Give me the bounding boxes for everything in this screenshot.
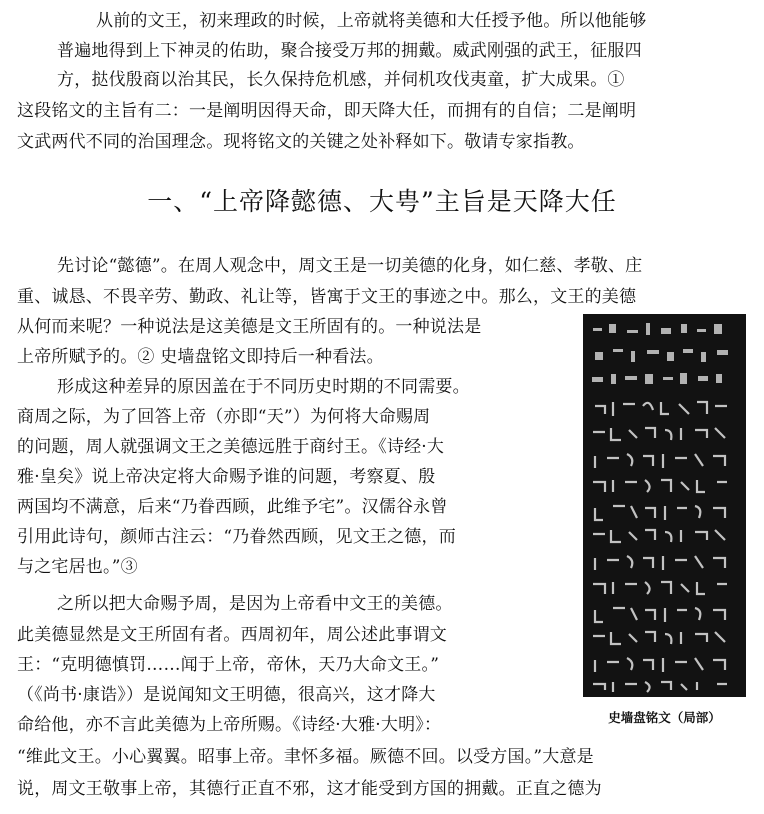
- section-heading: 一、“上帝降懿德、大甹”主旨是天降大任: [147, 187, 617, 216]
- text-line: 两国均不满意，后来“乃眷西顾，此维予宅”。汉儒谷永曾: [17, 497, 448, 517]
- text-line: 引用此诗句，颜师古注云：“乃眷然西顾，见文王之德，而: [17, 527, 456, 547]
- figure-caption: 史墙盘铭文（局部）: [608, 710, 721, 725]
- text-line: 从前的文王，初来理政的时候，上帝就将美德和大任授予他。所以他能够: [96, 11, 647, 31]
- text-line: 说，周文王敬事上帝，其德行正直不邪，这才能受到方国的拥戴。正直之德为: [17, 779, 602, 799]
- text-line: “维此文王。小心翼翼。昭事上帝。聿怀多福。厥德不回。以受方国。”大意是: [17, 747, 594, 767]
- text-line: 的问题，周人就强调文王之美德远胜于商纣王。《诗经·大: [17, 437, 445, 457]
- text-line: 先讨论“懿德”。在周人观念中，周文王是一切美德的化身，如仁慈、孝敬、庄: [57, 256, 643, 276]
- text-line: 形成这种差异的原因盖在于不同历史时期的不同需要。: [57, 377, 470, 397]
- text-line: 王：“克明德慎罚……闻于上帝，帝休，天乃大命文王。”: [17, 655, 440, 675]
- text-line: 命给他，亦不言此美德为上帝所赐。《诗经·大雅·大明》：: [17, 715, 442, 735]
- text-line: （《尚书·康诰》）是说闻知文王明德，很高兴，这才降大: [17, 685, 436, 705]
- text-line: 此美德显然是文王所固有者。西周初年，周公述此事谓文: [17, 625, 447, 645]
- text-line: 商周之际，为了回答上帝（亦即“天”）为何将大命赐周: [17, 407, 431, 427]
- text-line: 之所以把大命赐予周，是因为上帝看中文王的美德。: [57, 594, 453, 614]
- text-line: 普遍地得到上下神灵的佑助，聚合接受万邦的拥戴。威武刚强的武王，征服四: [57, 41, 642, 61]
- rubbing-texture: [583, 314, 746, 697]
- text-line: 与之宅居也。”③: [17, 557, 138, 577]
- text-line: 从何而来呢？一种说法是这美德是文王所固有的。一种说法是: [17, 317, 482, 337]
- text-line: 文武两代不同的治国理念。现将铭文的关键之处补释如下。敬请专家指教。: [17, 132, 585, 152]
- text-line: 上帝所赋予的。② 史墙盘铭文即持后一种看法。: [17, 347, 384, 367]
- text-line: 雅·皇矣》说上帝决定将大命赐予谁的问题，考察夏、殷: [17, 467, 436, 487]
- inscription-rubbing-image: [583, 314, 746, 697]
- text-line: 这段铭文的主旨有二：一是阐明因得天命，即天降大任，而拥有的自信；二是阐明: [17, 101, 637, 121]
- text-line: 重、诚恳、不畏辛劳、勤政、礼让等，皆寓于文王的事迹之中。那么，文王的美德: [17, 287, 637, 307]
- text-line: 方，挞伐殷商以治其民，长久保持危机感，并伺机攻伐夷童，扩大成果。①: [57, 70, 625, 90]
